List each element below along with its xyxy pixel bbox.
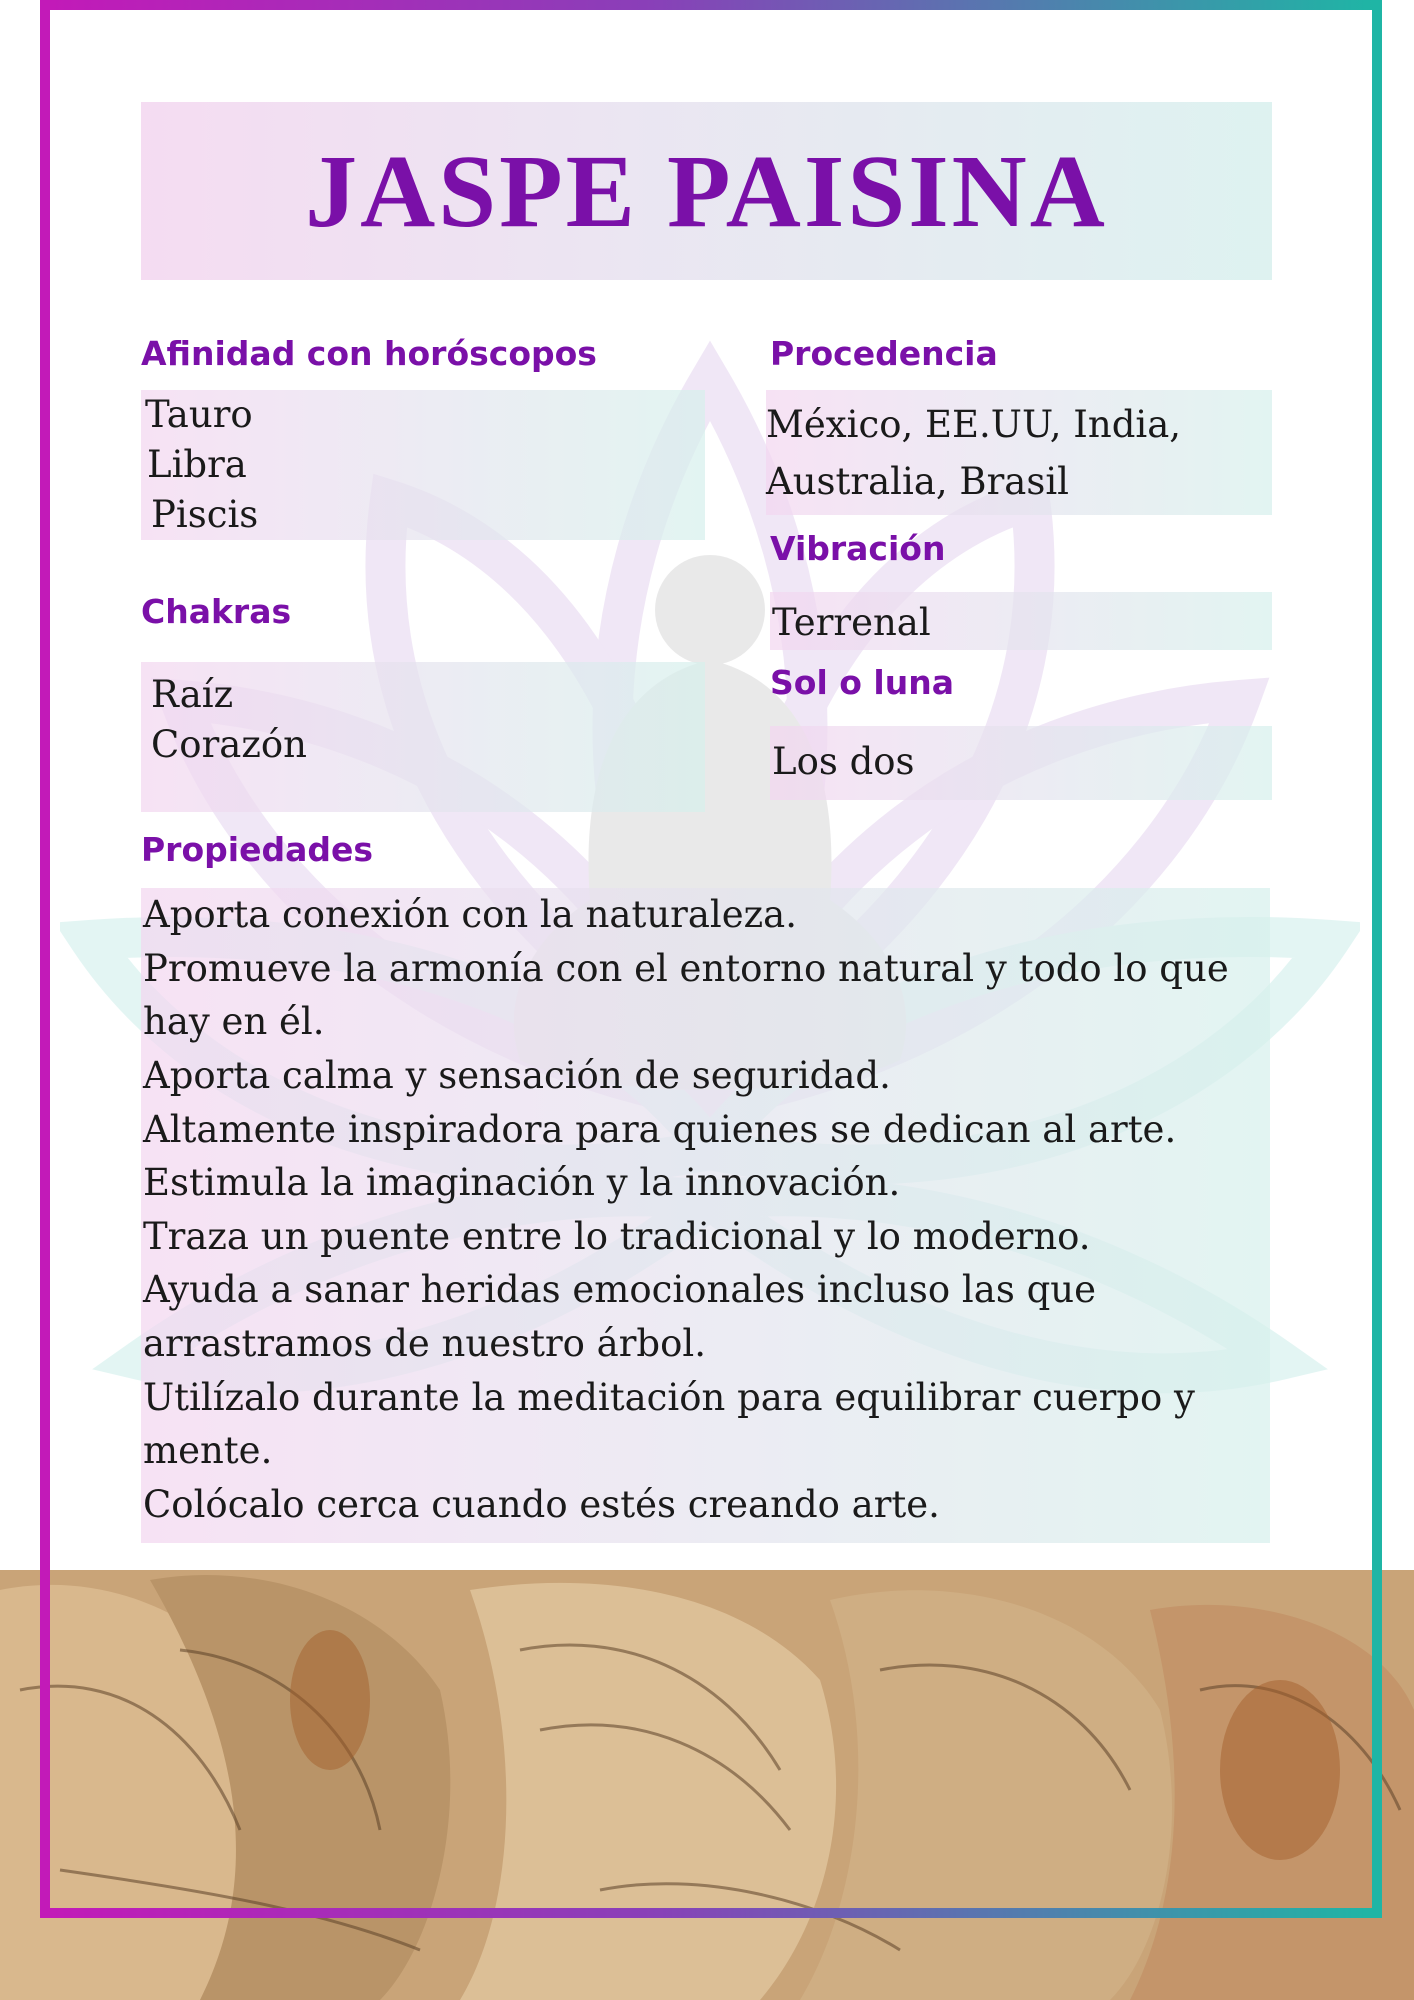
jasper-stones-image bbox=[0, 1570, 1414, 2000]
chakras-box bbox=[141, 662, 705, 812]
procedencia-label: Procedencia bbox=[770, 334, 998, 373]
chakra-item: Corazón bbox=[151, 722, 307, 766]
propiedad-item: Traza un puente entre lo tradicional y lo moderno. bbox=[143, 1214, 1091, 1258]
propiedad-item: Estimula la imaginación y la innovación. bbox=[143, 1161, 901, 1205]
page-title: JASPE PAISINA bbox=[305, 133, 1108, 249]
propiedad-item: Promueve la armonía con el entorno natural y todo lo que hay en él. bbox=[143, 946, 1229, 1044]
horoscopo-item: Piscis bbox=[151, 492, 259, 536]
procedencia-line: Australia, Brasil bbox=[766, 460, 1069, 504]
horoscopo-item: Tauro bbox=[145, 393, 253, 436]
chakra-item: Raíz bbox=[151, 673, 234, 716]
horoscopos-label: Afinidad con horóscopos bbox=[141, 334, 597, 373]
procedencia-line: México, EE.UU, India, bbox=[766, 403, 1182, 446]
vibracion-value: Terrenal bbox=[772, 601, 931, 644]
propiedad-item: Ayuda a sanar heridas emocionales incluso las que arrastramos de nuestro árbol. bbox=[143, 1268, 1096, 1366]
propiedad-item: Utilízalo durante la meditación para equilibrar cuerpo y mente. bbox=[143, 1375, 1195, 1473]
propiedad-item: Colócalo cerca cuando estés creando arte. bbox=[143, 1483, 940, 1527]
horoscopo-item: Libra bbox=[147, 442, 247, 486]
title-banner bbox=[141, 102, 1272, 280]
vibracion-box bbox=[770, 592, 1272, 650]
sol-luna-value: Los dos bbox=[772, 740, 915, 783]
vibracion-label: Vibración bbox=[770, 529, 946, 568]
procedencia-box bbox=[766, 390, 1272, 515]
propiedad-item: Altamente inspiradora para quienes se dedican al arte. bbox=[143, 1107, 1177, 1151]
propiedad-item: Aporta calma y sensación de seguridad. bbox=[143, 1053, 891, 1097]
chakras-label: Chakras bbox=[141, 592, 292, 631]
propiedades-box bbox=[141, 888, 1270, 1543]
propiedad-item: Aporta conexión con la naturaleza. bbox=[143, 893, 797, 936]
sol-luna-label: Sol o luna bbox=[770, 663, 954, 702]
sol-luna-box bbox=[770, 726, 1272, 800]
horoscopos-box bbox=[141, 390, 705, 540]
propiedades-label: Propiedades bbox=[141, 830, 373, 869]
